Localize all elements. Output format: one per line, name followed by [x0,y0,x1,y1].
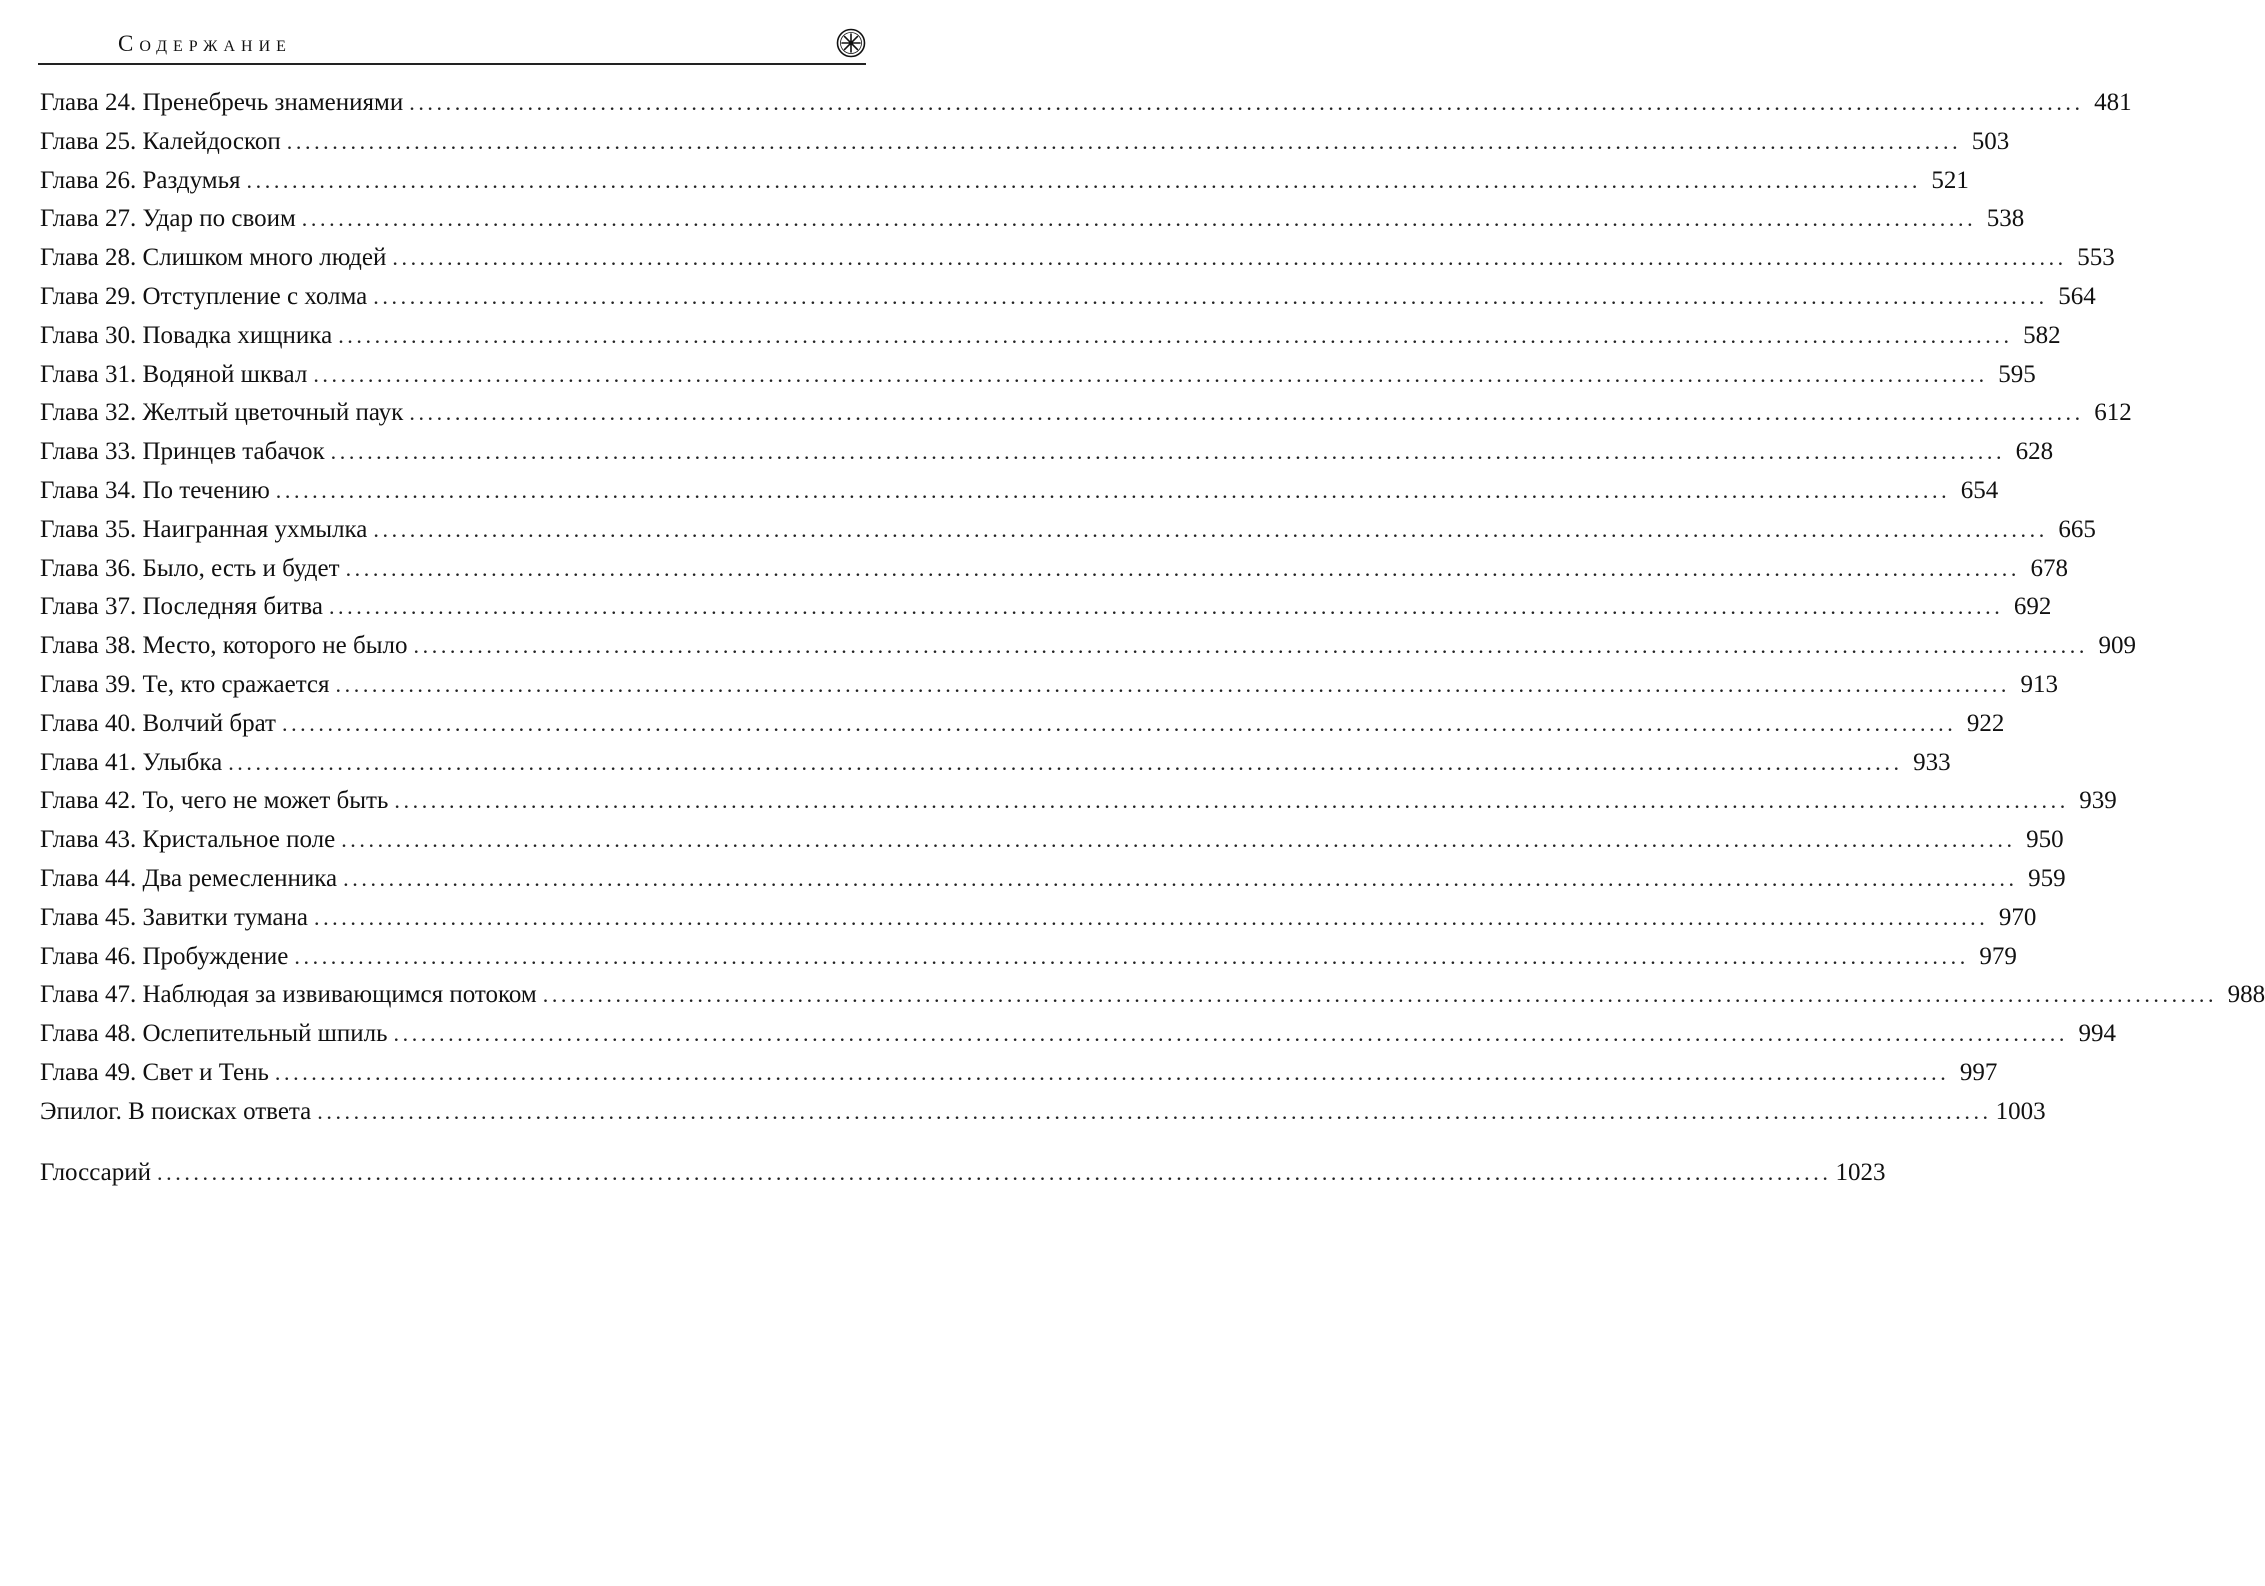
toc-entry-title: Глава 26. Раздумья [40,166,241,194]
toc-dot-leader: ........................................................................................................................................................................................ [294,943,1969,969]
toc-dot-leader: ........................................................................................................................................................................................ [274,1059,1950,1085]
toc-entry-page-number: 553 [2077,244,2115,272]
toc-dot-leader: ........................................................................................................................................................................................ [228,749,1903,775]
toc-dot-leader: ........................................................................................................................................................................................ [542,982,2218,1008]
toc-entry [40,1015,2116,1054]
toc-entry-page-number: 481 [2094,89,2132,116]
toc-entry-title: Глава 36. Было, есть и будет [40,554,340,582]
toc-entry-page-number: 692 [2013,593,2052,621]
toc-entry-page-number: 909 [2098,632,2136,660]
toc-dot-leader: ........................................................................................................................................................................................ [275,477,1951,503]
toc-entry [40,278,2096,317]
toc-entry-title: Глава 24. Пренебречь знамениями [40,89,404,116]
toc-entry-title: Глава 37. Последняя битва [40,593,323,621]
toc-entry-page-number: 665 [2058,515,2096,543]
toc-dot-leader: ........................................................................................................................................................................................ [409,90,2084,115]
toc-dot-leader: ........................................................................................................................................................................................ [341,827,2016,853]
toc-entry-page-number: 654 [1960,476,1999,504]
toc-entry-page-number: 564 [2058,282,2096,310]
toc-dot-leader: ........................................................................................................................................................................................ [313,361,1988,387]
toc-dot-leader: ........................................................................................................................................................................................ [394,788,2069,814]
toc-entry [40,317,2061,356]
toc-entry-page-number: 628 [2015,438,2054,466]
header-divider [38,63,866,65]
toc-entry-title: Глава 41. Улыбка [40,748,223,776]
toc-entry-page-number: 538 [1986,205,2025,233]
toc-entry [40,84,2132,123]
toc-entry-title: Глава 46. Пробуждение [40,942,289,970]
toc-entry [40,433,2054,472]
toc-dot-leader: ........................................................................................................................................................................................ [373,516,2048,542]
toc-dot-leader: ........................................................................................................................................................................................ [286,128,1962,154]
toc-entry-page-number: 994 [2078,1020,2116,1048]
toc-dot-leader: ........................................................................................................................................................................................ [313,904,1989,930]
toc-entry [40,550,2068,589]
toc-entry-title: Эпилог. В поисках ответа [40,1097,312,1125]
toc-dot-leader: ........................................................................................................................................................................................ [392,245,2067,271]
toc-entry [40,782,2117,821]
toc-entry-page-number: 503 [1971,127,2010,155]
toc-entry [40,860,2066,899]
toc-entry-page-number: 959 [2028,864,2066,892]
toc-entry-title: Глава 35. Наигранная ухмылка [40,515,368,543]
toc-entry-title: Глава 38. Место, которого не было [40,632,408,660]
toc-entry [40,123,2010,162]
toc-entry-title: Глава 29. Отступление с холма [40,282,368,310]
toc-entry-title: Глава 30. Повадка хищника [40,321,333,349]
toc-entry [40,394,2132,433]
toc-entry [40,705,2005,744]
toc-dot-leader: ........................................................................................................................................................................................ [343,865,2018,891]
toc-entry [40,162,1969,201]
toc-entry-title: Глава 32. Желтый цветочный паук [40,399,404,427]
toc-entry-title: Глава 48. Ослепительный шпиль [40,1020,388,1048]
toc-dot-leader: ........................................................................................................................................................................................ [301,206,1977,232]
toc-entry-page-number: 1023 [1835,1158,1886,1186]
toc-entry [40,821,2064,860]
toc-entry [40,511,2096,550]
toc-entry-title: Глава 31. Водяной шквал [40,360,308,388]
toc-entry [40,472,1999,511]
toc-entry-title: Глава 33. Принцев табачок [40,438,325,466]
toc-entry-title: Глава 28. Слишком много людей [40,244,387,272]
toc-entry [40,744,1951,783]
toc-dot-leader: ........................................................................................................................................................................................ [413,633,2088,659]
table-of-contents [40,84,2265,1192]
toc-entry [40,976,2265,1015]
toc-entry-title: Глава 47. Наблюдая за извивающимся потоком [40,981,537,1009]
toc-dot-leader: ........................................................................................................................................................................................ [246,167,1921,193]
toc-entry-glossary [40,1154,1886,1193]
toc-entry-title: Глава 25. Калейдоскоп [40,127,281,155]
toc-entry-page-number: 933 [1913,748,1951,776]
toc-entry [40,899,2037,938]
toc-entry [40,1054,1998,1093]
toc-dot-leader: ........................................................................................................................................................................................ [335,671,2010,697]
toc-entry [40,239,2115,278]
toc-entry-title: Глава 27. Удар по своим [40,205,296,233]
running-header [40,28,866,64]
toc-dot-leader: ........................................................................................................................................................................................ [393,1021,2068,1047]
toc-entry-page-number: 922 [1966,709,2005,737]
toc-entry [40,200,2025,239]
toc-entry-title: Глава 40. Волчий брат [40,709,276,737]
toc-entry [40,356,2036,395]
toc-entry-page-number: 979 [1979,942,2017,970]
toc-entry-page-number: 612 [2094,399,2132,427]
page-title: Содержание [118,31,292,56]
toc-dot-leader: ........................................................................................................................................................................................ [338,322,2013,348]
toc-entry-title: Глава 49. Свет и Тень [40,1058,269,1086]
toc-entry [40,1093,2046,1132]
toc-entry-title: Глава 45. Завитки тумана [40,903,308,931]
toc-entry [40,627,2136,666]
toc-entry-page-number: 521 [1931,166,1969,194]
toc-dot-leader: ........................................................................................................................................................................................ [345,555,2020,581]
toc-dot-leader: ........................................................................................................................................................................................ [281,710,1957,736]
toc-dot-leader: ........................................................................................................................................................................................ [373,283,2048,309]
toc-entry [40,938,2017,977]
toc-entry [40,588,2052,627]
toc-entry [40,666,2058,705]
toc-entry-page-number: 1003 [1995,1097,2046,1125]
snowflake-emblem-icon [836,28,866,58]
toc-entry-title: Глава 44. Два ремесленника [40,864,338,892]
toc-dot-leader: ........................................................................................................................................................................................ [330,439,2006,465]
toc-entry-page-number: 988 [2227,981,2265,1009]
toc-entry-page-number: 939 [2079,787,2117,815]
toc-entry-page-number: 997 [1959,1058,1998,1086]
toc-entry-page-number: 970 [1998,903,2037,931]
toc-section-gap [40,1132,872,1154]
toc-entry-page-number: 595 [1998,360,2036,388]
toc-entry-title: Глава 34. По течению [40,476,270,504]
toc-dot-leader: ........................................................................................................................................................................................ [157,1159,1832,1185]
toc-dot-leader: ........................................................................................................................................................................................ [317,1098,1992,1124]
toc-entry-title: Глава 42. То, чего не может быть [40,787,389,815]
toc-entry-page-number: 913 [2020,670,2058,698]
toc-dot-leader: ........................................................................................................................................................................................ [328,594,2004,620]
toc-dot-leader: ........................................................................................................................................................................................ [409,400,2084,426]
toc-entry-title: Глава 43. Кристальное поле [40,826,336,854]
toc-entry-page-number: 582 [2023,321,2061,349]
toc-entry-title: Глоссарий [40,1158,152,1186]
toc-entry-title: Глава 39. Те, кто сражается [40,670,330,698]
toc-entry-page-number: 678 [2030,554,2068,582]
toc-entry-page-number: 950 [2026,826,2064,854]
